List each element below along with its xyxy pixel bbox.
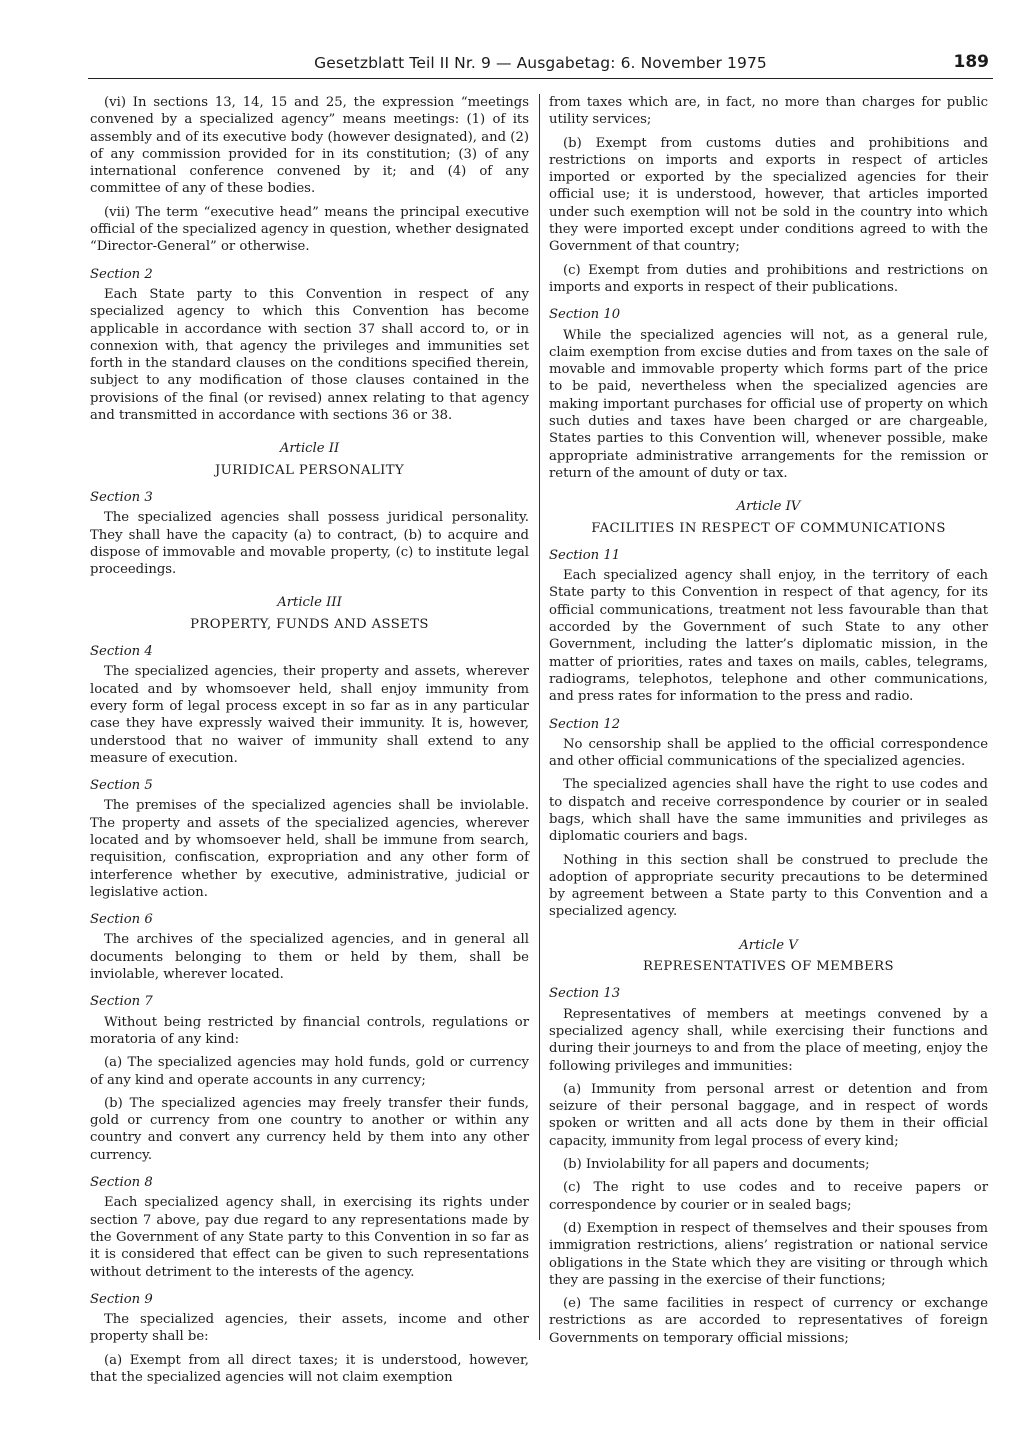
section-7-item-a: (a) The specialized agencies may hold funds, gold or currency of any kind and operate accounts in any currency; [90,1055,529,1088]
section-13-item-c: (c) The right to use codes and to receive papers or correspondence by courier or in sealed bags; [549,1180,988,1213]
section-9-item-c: (c) Exempt from duties and prohibitions and restrictions on imports and exports in respect of their publications. [549,262,988,295]
section-6-heading: Section 6 [90,912,153,928]
section-3-text: The specialized agencies shall possess juridical personality. They shall have the capacity (a) to contract, (b) to acquire and dispose of immovable and movable property, (c) to institute legal proceedings. [90,510,529,578]
article-5-label: Article V [739,937,798,953]
section-2-heading: Section 2 [90,266,153,282]
section-10-heading: Section 10 [549,307,621,323]
section-6-text: The archives of the specialized agencies, and in general all documents belonging to them or held by them, shall be inviolable, wherever located. [90,932,529,983]
article-2-label: Article II [279,441,340,457]
section-4-text: The specialized agencies, their property and assets, wherever located and by whomsoever held, shall enjoy immunity from every form of legal process except in so far as in any particular case they have expressly waived their immunity. It is, however, understood that no waiver of immunity shall extend to any measure of execution. [90,664,529,766]
section-9-intro: The specialized agencies, their assets, income and other property shall be: [90,1312,529,1345]
right-column [549,94,988,1353]
section-9-heading: Section 9 [90,1291,153,1307]
section-7-intro: Without being restricted by financial controls, regulations or moratoria of any kind: [90,1014,529,1047]
section-7-item-b: (b) The specialized agencies may freely transfer their funds, gold or currency from one country to another or within any country and convert any currency held by them into any other currency. [90,1095,529,1163]
column-divider [539,94,540,1340]
page-header [88,52,993,79]
article-5-title: REPRESENTATIVES OF MEMBERS [643,959,894,975]
section-5-text: The premises of the specialized agencies shall be inviolable. The property and assets of the specialized agencies, wherever located and by whomsoever held, shall be immune from search, requisition, confiscation, expropriation and any other form of interference whether by executive, administrative, judicial or legislative action. [90,798,529,900]
definition-vii: (vii) The term “executive head” means the principal executive official of the specialized agency in question, whether designated “Director-General” or otherwise. [90,204,529,255]
section-8-text: Each specialized agency shall, in exercising its rights under section 7 above, pay due regard to any representations made by the Government of any State party to this Convention in so far as it is considered that effect can be given to such representations without detriment to the interests of the agency. [90,1195,529,1280]
section-9-item-a-continued: from taxes which are, in fact, no more than charges for public utility services; [549,95,988,128]
section-13-item-d: (d) Exemption in respect of themselves and their spouses from immigration restrictions, aliens’ registration or national service obligations in the State which they are visiting or through which they are passing in the exercise of their functions; [549,1220,988,1288]
section-10-text: While the specialized agencies will not, as a general rule, claim exemption from excise duties and from taxes on the sale of movable and immovable property which forms part of the price to be paid, nevertheless when the specialized agencies are making important purchases for official use of property on which such duties and taxes have been charged or are chargeable, States parties to this Convention will, whenever possible, make appropriate administrative arrangements for the remission or return of the amount of duty or tax. [549,327,988,481]
section-12-paragraph-1: No censorship shall be applied to the official correspondence and other official communications of the specialized agencies. [549,736,988,770]
section-9-item-a: (a) Exempt from all direct taxes; it is understood, however, that the specialized agencies will not claim exemption [90,1352,529,1385]
section-4-heading: Section 4 [90,644,153,660]
page-number: 189 [953,52,989,72]
section-7-heading: Section 7 [90,994,153,1010]
article-3-title: PROPERTY, FUNDS AND ASSETS [190,616,429,632]
section-13-heading: Section 13 [549,986,621,1002]
article-4-title: FACILITIES IN RESPECT OF COMMUNICATIONS [591,520,946,536]
article-4-label: Article IV [736,499,801,515]
section-13-intro: Representatives of members at meetings convened by a specialized agency shall, while exercising their functions and during their journeys to and from the place of meeting, enjoy the following privileges and immunities: [549,1006,988,1074]
section-3-heading: Section 3 [90,489,153,505]
running-title: Gesetzblatt Teil II Nr. 9 — Ausgabetag: 6. November 1975 [314,54,767,72]
section-5-heading: Section 5 [90,778,153,794]
left-column [90,94,529,1392]
section-9-item-b: (b) Exempt from customs duties and prohibitions and restrictions on imports and exports in respect of articles imported or exported by the specialized agencies for their official use; it is understood, however, that articles imported under such exemption will not be sold in the country into which they were imported except under conditions agreed to with the Government of that country; [549,135,988,255]
article-3-label: Article III [277,595,342,611]
section-2-text: Each State party to this Convention in respect of any specialized agency to which this Convention has become applicable in accordance with section 37 shall accord to, or in connexion with, that agency the privileges and immunities set forth in the standard clauses on the conditions specified therein, subject to any modification of those clauses contained in the provisions of the final (or revised) annex relating to that agency and transmitted in accordance with sections 36 or 38. [90,286,529,424]
section-12-heading: Section 12 [549,716,621,732]
article-2-title: JURIDICAL PERSONALITY [214,462,405,478]
section-11-heading: Section 11 [549,547,621,563]
section-11-text: Each specialized agency shall enjoy, in the territory of each State party to this Convention in respect of that agency, for its official communications, treatment not less favourable than that accorded by the Government of such State to any other Government, including the latter’s diplomatic mission, in the matter of priorities, rates and taxes on mails, cables, telegrams, radiograms, telephotos, telephone and other communications, and press rates for information to the press and radio. [549,568,988,705]
section-13-item-e: (e) The same facilities in respect of currency or exchange restrictions as are accorded to representatives of foreign Governments on temporary official missions; [549,1296,988,1346]
section-12-paragraph-3: Nothing in this section shall be construed to preclude the adoption of appropriate security precautions to be determined by agreement between a State party to this Convention and a specialized agency. [549,852,988,920]
section-12-paragraph-2: The specialized agencies shall have the right to use codes and to dispatch and receive correspondence by courier or in sealed bags, which shall have the same immunities and privileges as diplomatic couriers and bags. [549,777,988,845]
definition-vi: (vi) In sections 13, 14, 15 and 25, the expression “meetings convened by a specialized agency” means meetings: (1) of its assembly and of its executive body (however designated), and (2) of any commission provided for in its constitution; (3) of any international conference convened by it; and (4) of any committee of any of these bodies. [90,95,529,197]
section-8-heading: Section 8 [90,1175,153,1191]
section-13-item-b: (b) Inviolability for all papers and documents; [563,1157,870,1173]
section-13-item-a: (a) Immunity from personal arrest or detention and from seizure of their personal baggage, and in respect of words spoken or written and all acts done by them in their official capacity, immunity from legal process of every kind; [549,1081,988,1149]
